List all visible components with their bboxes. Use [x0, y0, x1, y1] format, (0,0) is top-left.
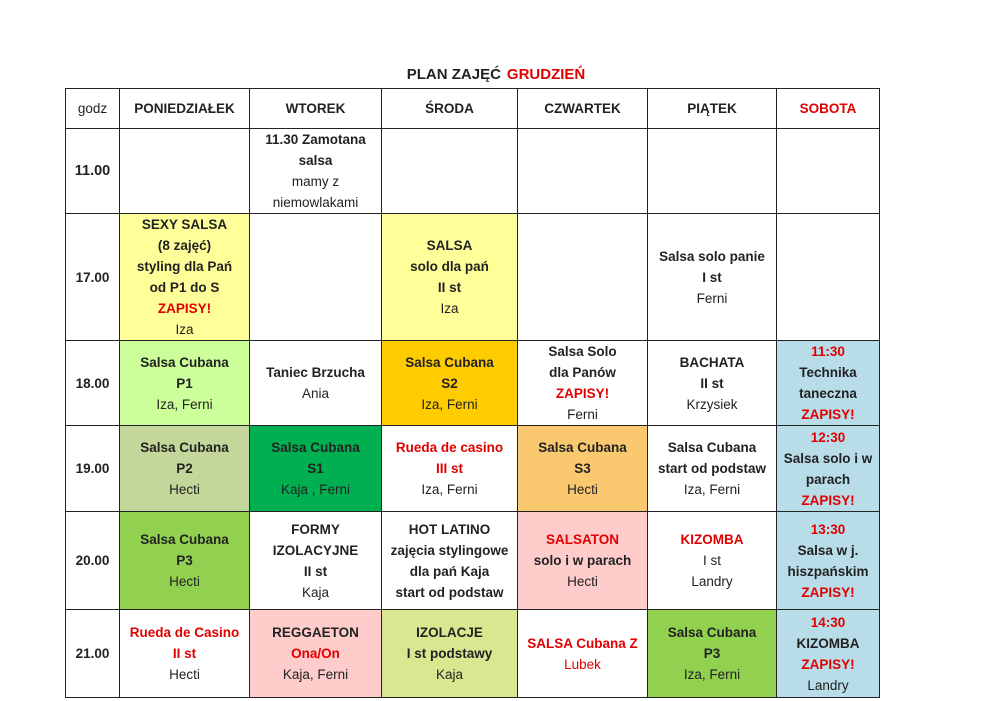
hour-cell: 18.00: [66, 341, 120, 426]
class-cell: Rueda de Casino II st Hecti: [120, 610, 250, 698]
class-cell: [777, 214, 880, 341]
hour-cell: 17.00: [66, 214, 120, 341]
header-saturday: SOBOTA: [777, 89, 880, 129]
class-cell: 14:30 KIZOMBA ZAPISY! Landry: [777, 610, 880, 698]
table-row: [66, 214, 880, 341]
class-cell: [382, 129, 518, 214]
class-cell: KIZOMBA I st Landry: [648, 512, 777, 610]
class-cell: 11.30 Zamotana salsa mamy z niemowlakami: [250, 129, 382, 214]
table-row: [66, 610, 880, 698]
header-friday: PIĄTEK: [648, 89, 777, 129]
table-row: [66, 341, 880, 426]
title-prefix: PLAN ZAJĘĆ: [406, 66, 501, 83]
class-cell: Salsa Solo dla Panów ZAPISY! Ferni: [518, 341, 648, 426]
class-cell: Salsa Cubana P3 Iza, Ferni: [648, 610, 777, 698]
class-cell: Salsa Cubana S1 Kaja , Ferni: [250, 426, 382, 512]
schedule-table: [65, 88, 880, 698]
class-cell: Salsa Cubana P2 Hecti: [120, 426, 250, 512]
class-cell: [777, 129, 880, 214]
class-cell: IZOLACJE I st podstawy Kaja: [382, 610, 518, 698]
page-title: [0, 66, 992, 83]
class-cell: Salsa Cubana start od podstaw Iza, Ferni: [648, 426, 777, 512]
table-row: [66, 426, 880, 512]
class-cell: FORMY IZOLACYJNE II st Kaja: [250, 512, 382, 610]
class-cell: Salsa Cubana S2 Iza, Ferni: [382, 341, 518, 426]
class-cell: Salsa solo panie I st Ferni: [648, 214, 777, 341]
class-cell: SEXY SALSA (8 zajęć) styling dla Pań od P1 do S ZAPISY! Iza: [120, 214, 250, 341]
class-cell: [518, 129, 648, 214]
class-cell: [120, 129, 250, 214]
class-cell: SALSA solo dla pań II st Iza: [382, 214, 518, 341]
class-cell: 12:30 Salsa solo i w parach ZAPISY!: [777, 426, 880, 512]
table-row: [66, 512, 880, 610]
class-cell: Taniec Brzucha Ania: [250, 341, 382, 426]
table-row: [66, 129, 880, 214]
class-cell: SALSA Cubana Z Lubek: [518, 610, 648, 698]
class-cell: [518, 214, 648, 341]
class-cell: Salsa Cubana S3 Hecti: [518, 426, 648, 512]
class-cell: 13:30 Salsa w j. hiszpańskim ZAPISY!: [777, 512, 880, 610]
hour-cell: 20.00: [66, 512, 120, 610]
hour-cell: 11.00: [66, 129, 120, 214]
header-godz: godz: [66, 89, 120, 129]
header-monday: PONIEDZIAŁEK: [120, 89, 250, 129]
class-cell: [250, 214, 382, 341]
hour-cell: 19.00: [66, 426, 120, 512]
header-row: [66, 89, 880, 129]
hour-cell: 21.00: [66, 610, 120, 698]
class-cell: [648, 129, 777, 214]
class-cell: 11:30 Technika taneczna ZAPISY!: [777, 341, 880, 426]
title-month: GRUDZIEŃ: [506, 66, 586, 83]
class-cell: Rueda de casino III st Iza, Ferni: [382, 426, 518, 512]
header-tuesday: WTOREK: [250, 89, 382, 129]
class-cell: Salsa Cubana P3 Hecti: [120, 512, 250, 610]
class-cell: BACHATA II st Krzysiek: [648, 341, 777, 426]
class-cell: REGGAETON Ona/On Kaja, Ferni: [250, 610, 382, 698]
class-cell: Salsa Cubana P1 Iza, Ferni: [120, 341, 250, 426]
class-cell: HOT LATINO zajęcia stylingowe dla pań Kaja start od podstaw: [382, 512, 518, 610]
header-wednesday: ŚRODA: [382, 89, 518, 129]
class-cell: SALSATON solo i w parach Hecti: [518, 512, 648, 610]
header-thursday: CZWARTEK: [518, 89, 648, 129]
